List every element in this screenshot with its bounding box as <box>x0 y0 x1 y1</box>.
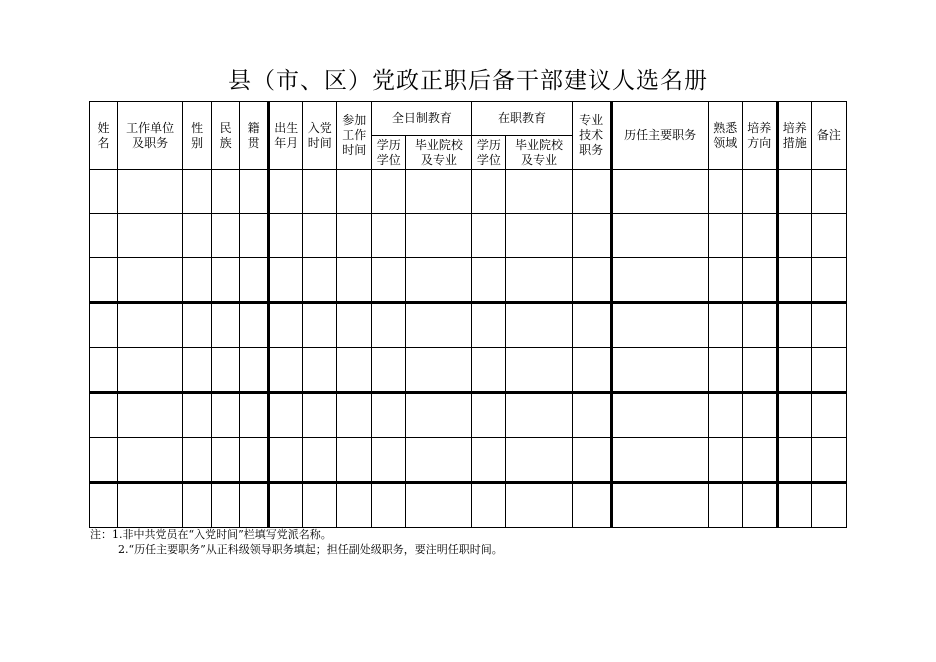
header-inservice-degree: 学历学位 <box>472 136 506 170</box>
table-row <box>90 170 847 214</box>
table-cell[interactable] <box>708 393 742 438</box>
table-cell[interactable] <box>303 348 337 393</box>
table-cell[interactable] <box>472 170 506 214</box>
table-cell[interactable] <box>212 483 240 528</box>
table-cell[interactable] <box>742 214 777 258</box>
table-cell[interactable] <box>611 214 708 258</box>
table-cell[interactable] <box>118 214 183 258</box>
table-cell[interactable] <box>611 258 708 303</box>
table-cell[interactable] <box>90 348 118 393</box>
table-cell[interactable] <box>212 258 240 303</box>
table-cell[interactable] <box>337 258 372 303</box>
table-cell[interactable] <box>183 438 212 483</box>
table-cell[interactable] <box>269 438 303 483</box>
table-cell[interactable] <box>212 303 240 348</box>
table-cell[interactable] <box>611 438 708 483</box>
table-cell[interactable] <box>811 214 846 258</box>
table-cell[interactable] <box>472 483 506 528</box>
table-cell[interactable] <box>372 214 406 258</box>
table-cell[interactable] <box>708 170 742 214</box>
table-cell[interactable] <box>183 170 212 214</box>
table-cell[interactable] <box>506 393 572 438</box>
table-cell[interactable] <box>506 214 572 258</box>
table-cell[interactable] <box>303 393 337 438</box>
table-cell[interactable] <box>811 258 846 303</box>
table-cell[interactable] <box>118 303 183 348</box>
table-cell[interactable] <box>406 170 472 214</box>
table-cell[interactable] <box>118 438 183 483</box>
table-cell[interactable] <box>811 303 846 348</box>
table-cell[interactable] <box>118 170 183 214</box>
table-cell[interactable] <box>269 258 303 303</box>
table-cell[interactable] <box>337 393 372 438</box>
table-cell[interactable] <box>572 438 611 483</box>
table-cell[interactable] <box>240 303 269 348</box>
table-cell[interactable] <box>183 214 212 258</box>
table-cell[interactable] <box>240 393 269 438</box>
header-measures: 培养措施 <box>777 102 811 170</box>
table-cell[interactable] <box>742 170 777 214</box>
page-title: 县（市、区）党政正职后备干部建议人选名册 <box>228 68 708 94</box>
header-work: 参加工作时间 <box>337 102 372 170</box>
table-cell[interactable] <box>183 483 212 528</box>
table-row <box>90 393 847 438</box>
table-cell[interactable] <box>506 438 572 483</box>
table-cell[interactable] <box>269 303 303 348</box>
table-cell[interactable] <box>572 393 611 438</box>
table-cell[interactable] <box>506 348 572 393</box>
table-cell[interactable] <box>183 348 212 393</box>
table-cell[interactable] <box>269 170 303 214</box>
table-cell[interactable] <box>742 303 777 348</box>
table-cell[interactable] <box>303 170 337 214</box>
header-field: 熟悉领域 <box>708 102 742 170</box>
table-cell[interactable] <box>240 348 269 393</box>
table-cell[interactable] <box>212 393 240 438</box>
table-cell[interactable] <box>777 303 811 348</box>
table-cell[interactable] <box>90 438 118 483</box>
table-cell[interactable] <box>118 258 183 303</box>
header-direction: 培养方向 <box>742 102 777 170</box>
table-cell[interactable] <box>183 258 212 303</box>
note-2: 2.“历任主要职务”从正科级领导职务填起；担任副处级职务，要注明任职时间。 <box>118 543 503 556</box>
table-cell[interactable] <box>708 214 742 258</box>
table-cell[interactable] <box>742 348 777 393</box>
table-cell[interactable] <box>406 258 472 303</box>
table-cell[interactable] <box>372 348 406 393</box>
table-cell[interactable] <box>777 214 811 258</box>
table-cell[interactable] <box>708 483 742 528</box>
table-cell[interactable] <box>472 393 506 438</box>
table-body <box>90 170 847 528</box>
table-cell[interactable] <box>303 303 337 348</box>
table-cell[interactable] <box>777 170 811 214</box>
header-tech: 专业技术职务 <box>572 102 611 170</box>
table-cell[interactable] <box>337 170 372 214</box>
header-gender: 性别 <box>183 102 212 170</box>
table-cell[interactable] <box>303 483 337 528</box>
header-birth: 出生年月 <box>269 102 303 170</box>
table-cell[interactable] <box>611 393 708 438</box>
table-cell[interactable] <box>506 170 572 214</box>
table-cell[interactable] <box>183 393 212 438</box>
header-fulltime-degree: 学历学位 <box>372 136 406 170</box>
table-cell[interactable] <box>572 170 611 214</box>
table-cell[interactable] <box>742 483 777 528</box>
table-cell[interactable] <box>611 170 708 214</box>
table-cell[interactable] <box>472 258 506 303</box>
table-cell[interactable] <box>811 438 846 483</box>
header-unit: 工作单位及职务 <box>118 102 183 170</box>
table-row <box>90 214 847 258</box>
table-cell[interactable] <box>708 303 742 348</box>
table-cell[interactable] <box>118 483 183 528</box>
table-cell[interactable] <box>506 258 572 303</box>
table-cell[interactable] <box>572 214 611 258</box>
table-cell[interactable] <box>372 393 406 438</box>
table-cell[interactable] <box>372 170 406 214</box>
table-cell[interactable] <box>572 303 611 348</box>
table-cell[interactable] <box>742 258 777 303</box>
header-inservice-edu: 在职教育 <box>472 102 572 136</box>
table-cell[interactable] <box>472 303 506 348</box>
header-remarks: 备注 <box>811 102 846 170</box>
table-cell[interactable] <box>90 393 118 438</box>
table-cell[interactable] <box>611 483 708 528</box>
table-cell[interactable] <box>611 303 708 348</box>
header-fulltime-edu: 全日制教育 <box>372 102 472 136</box>
table-cell[interactable] <box>269 393 303 438</box>
table-cell[interactable] <box>406 438 472 483</box>
cadre-table <box>89 101 847 528</box>
header-native: 籍贯 <box>240 102 269 170</box>
table-row <box>90 303 847 348</box>
table-cell[interactable] <box>372 438 406 483</box>
table-cell[interactable] <box>337 214 372 258</box>
table-cell[interactable] <box>506 483 572 528</box>
table-cell[interactable] <box>212 348 240 393</box>
table-cell[interactable] <box>372 483 406 528</box>
table-cell[interactable] <box>303 258 337 303</box>
table-cell[interactable] <box>269 483 303 528</box>
table-cell[interactable] <box>337 483 372 528</box>
notes <box>90 527 503 557</box>
table-cell[interactable] <box>406 303 472 348</box>
note-1: 注：1.非中共党员在“入党时间”栏填写党派名称。 <box>90 528 332 541</box>
table-cell[interactable] <box>777 348 811 393</box>
table-cell[interactable] <box>708 258 742 303</box>
table-cell[interactable] <box>572 258 611 303</box>
table-cell[interactable] <box>118 393 183 438</box>
table-cell[interactable] <box>90 303 118 348</box>
table-cell[interactable] <box>611 348 708 393</box>
table-cell[interactable] <box>406 214 472 258</box>
header-name: 姓名 <box>90 102 118 170</box>
table-row <box>90 348 847 393</box>
table-cell[interactable] <box>708 438 742 483</box>
table-cell[interactable] <box>572 483 611 528</box>
table-cell[interactable] <box>90 214 118 258</box>
table-cell[interactable] <box>240 438 269 483</box>
table-cell[interactable] <box>777 393 811 438</box>
table-cell[interactable] <box>742 393 777 438</box>
table-cell[interactable] <box>811 483 846 528</box>
table-cell[interactable] <box>90 483 118 528</box>
table-cell[interactable] <box>303 214 337 258</box>
table-cell[interactable] <box>269 348 303 393</box>
table-cell[interactable] <box>708 348 742 393</box>
table-cell[interactable] <box>372 303 406 348</box>
table-cell[interactable] <box>337 438 372 483</box>
table-cell[interactable] <box>240 258 269 303</box>
table-cell[interactable] <box>811 348 846 393</box>
table-cell[interactable] <box>303 438 337 483</box>
table-cell[interactable] <box>269 214 303 258</box>
table-cell[interactable] <box>372 258 406 303</box>
table-cell[interactable] <box>90 170 118 214</box>
table-cell[interactable] <box>472 438 506 483</box>
table-cell[interactable] <box>212 214 240 258</box>
table-cell[interactable] <box>406 393 472 438</box>
table-cell[interactable] <box>777 258 811 303</box>
table-cell[interactable] <box>572 348 611 393</box>
table-row <box>90 483 847 528</box>
table-cell[interactable] <box>811 170 846 214</box>
table-cell[interactable] <box>212 170 240 214</box>
table-cell[interactable] <box>742 438 777 483</box>
table-cell[interactable] <box>777 483 811 528</box>
table-cell[interactable] <box>506 303 572 348</box>
header-party: 入党时间 <box>303 102 337 170</box>
table-row <box>90 438 847 483</box>
table-cell[interactable] <box>777 438 811 483</box>
table-cell[interactable] <box>90 258 118 303</box>
table-cell[interactable] <box>406 483 472 528</box>
table-cell[interactable] <box>240 483 269 528</box>
header-ethnic: 民族 <box>212 102 240 170</box>
header-fulltime-school: 毕业院校及专业 <box>406 136 472 170</box>
table-cell[interactable] <box>212 438 240 483</box>
table-cell[interactable] <box>240 170 269 214</box>
table-cell[interactable] <box>472 214 506 258</box>
table-cell[interactable] <box>183 303 212 348</box>
table-cell[interactable] <box>337 303 372 348</box>
table-row <box>90 258 847 303</box>
header-positions: 历任主要职务 <box>611 102 708 170</box>
table-cell[interactable] <box>472 348 506 393</box>
table-cell[interactable] <box>240 214 269 258</box>
header-inservice-school: 毕业院校及专业 <box>506 136 572 170</box>
table-cell[interactable] <box>811 393 846 438</box>
table-cell[interactable] <box>118 348 183 393</box>
table-cell[interactable] <box>406 348 472 393</box>
table-cell[interactable] <box>337 348 372 393</box>
